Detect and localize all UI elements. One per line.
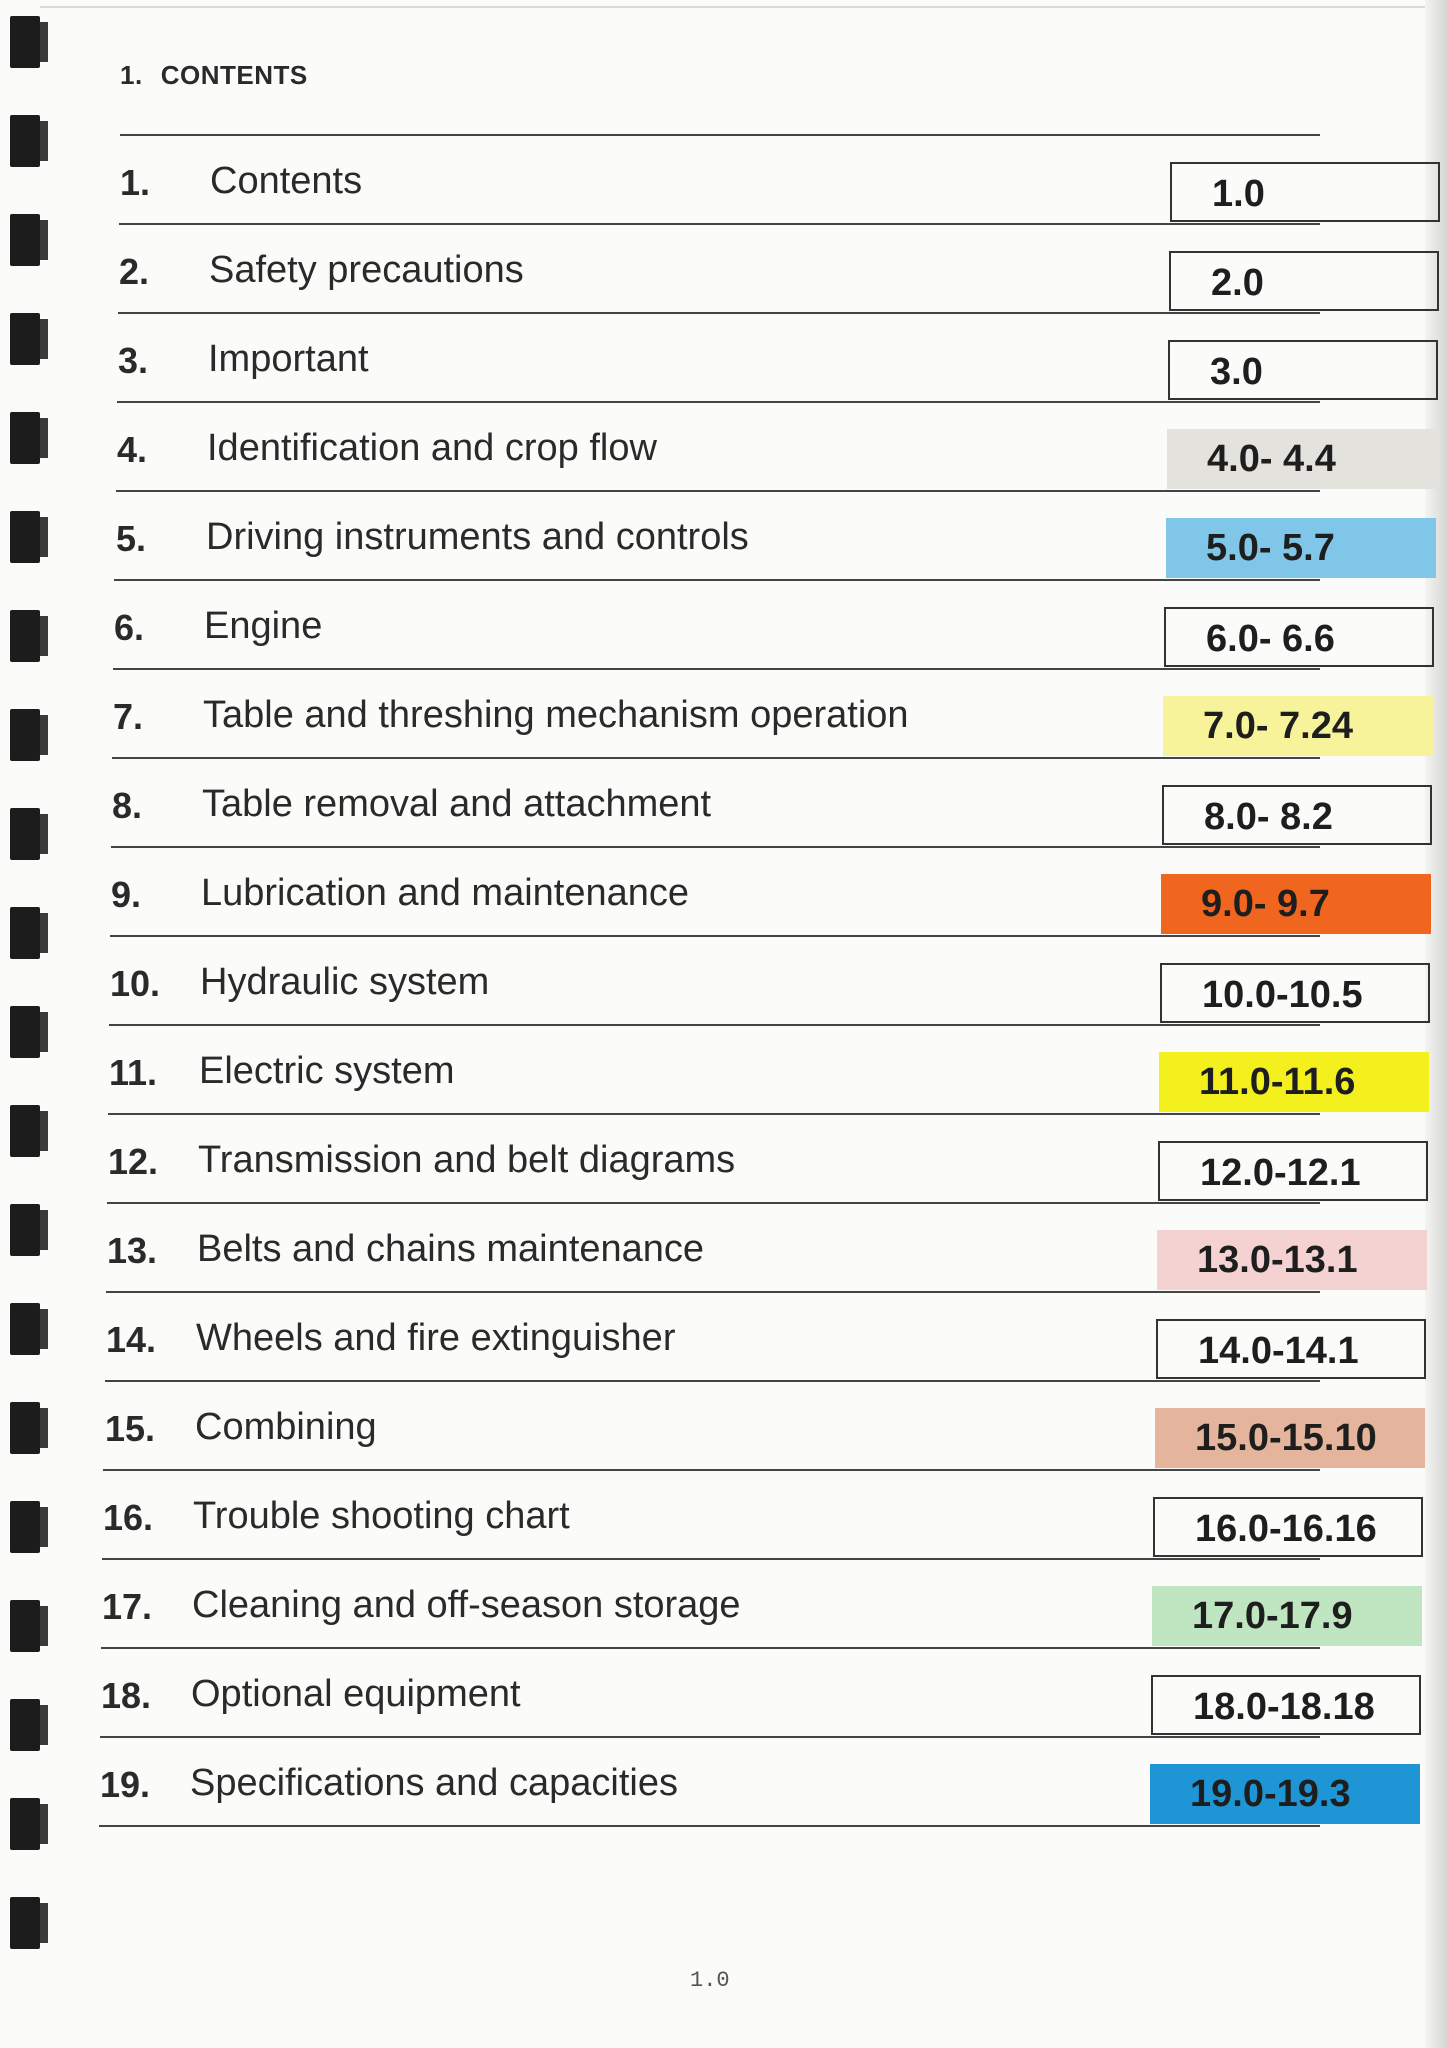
toc-entry[interactable] — [103, 1485, 1003, 1575]
entry-number: 14. — [106, 1319, 157, 1360]
entry-title: Table removal and attachment — [202, 783, 712, 825]
page-ref-box[interactable]: 19.0-19.3 — [1150, 1764, 1420, 1824]
binding-ring — [10, 214, 40, 266]
row-divider — [99, 1825, 1320, 1827]
row-divider — [118, 312, 1320, 314]
page-ref-box[interactable]: 18.0-18.18 — [1151, 1675, 1421, 1735]
entry-title: Engine — [204, 605, 323, 647]
binding-ring — [10, 16, 40, 68]
binding-ring — [10, 115, 40, 167]
page-ref-box[interactable]: 2.0 — [1169, 251, 1439, 311]
entry-number: 11. — [109, 1052, 158, 1093]
entry-title: Lubrication and maintenance — [201, 872, 690, 914]
binding-ring — [10, 709, 40, 761]
binding-ring — [10, 1699, 40, 1751]
toc-entry[interactable] — [114, 595, 1014, 685]
entry-number: 9. — [111, 874, 142, 915]
page-ref-box[interactable]: 17.0-17.9 — [1152, 1586, 1422, 1646]
row-divider — [112, 757, 1320, 759]
entry-title: Driving instruments and controls — [206, 516, 749, 558]
entry-title: Specifications and capacities — [190, 1762, 678, 1804]
binding-ring — [10, 907, 40, 959]
entry-number: 16. — [103, 1497, 154, 1538]
binding-ring — [10, 1303, 40, 1355]
page-ref-box[interactable]: 1.0 — [1170, 162, 1440, 222]
binding-ring — [10, 1105, 40, 1157]
row-divider — [108, 1113, 1320, 1115]
toc-entry[interactable] — [116, 506, 1016, 596]
row-divider — [101, 1647, 1320, 1649]
row-divider — [106, 1291, 1320, 1293]
row-divider — [100, 1736, 1320, 1738]
row-divider — [116, 490, 1320, 492]
toc-entry[interactable] — [106, 1307, 1006, 1397]
entry-title: Transmission and belt diagrams — [198, 1139, 736, 1181]
toc-entry[interactable] — [101, 1663, 1001, 1753]
entry-number: 15. — [105, 1408, 156, 1449]
toc-entry[interactable] — [112, 773, 1012, 863]
toc-entry[interactable] — [111, 862, 1011, 952]
entry-title: Optional equipment — [191, 1673, 521, 1715]
toc-entry[interactable] — [108, 1129, 1008, 1219]
row-divider — [105, 1380, 1320, 1382]
row-divider — [120, 134, 1320, 136]
entry-number: 19. — [100, 1764, 151, 1805]
row-divider — [110, 935, 1320, 937]
row-divider — [103, 1469, 1320, 1471]
entry-title: Contents — [210, 160, 363, 202]
toc-entry[interactable] — [107, 1218, 1007, 1308]
page-ref-box[interactable]: 10.0-10.5 — [1160, 963, 1430, 1023]
spiral-binding — [6, 16, 50, 2036]
row-divider — [102, 1558, 1320, 1560]
toc-entry[interactable] — [113, 684, 1013, 774]
page-ref-box[interactable]: 14.0-14.1 — [1156, 1319, 1426, 1379]
entry-number: 2. — [119, 251, 150, 292]
page-ref-box[interactable]: 15.0-15.10 — [1155, 1408, 1425, 1468]
section-title: CONTENTS — [160, 60, 308, 90]
page-ref-box[interactable]: 4.0- 4.4 — [1167, 429, 1437, 489]
toc-entry[interactable] — [102, 1574, 1002, 1664]
page-top-edge — [40, 6, 1447, 8]
entry-number: 5. — [116, 518, 147, 559]
entry-number: 10. — [110, 963, 161, 1004]
section-number: 1. — [120, 60, 143, 90]
entry-number: 18. — [101, 1675, 152, 1716]
binding-ring — [10, 511, 40, 563]
binding-ring — [10, 1402, 40, 1454]
row-divider — [114, 579, 1320, 581]
row-divider — [113, 668, 1320, 670]
entry-title: Belts and chains maintenance — [197, 1228, 704, 1270]
entry-title: Table and threshing mechanism operation — [203, 694, 909, 736]
row-divider — [119, 223, 1320, 225]
section-header — [120, 60, 308, 91]
entry-number: 8. — [112, 785, 143, 826]
entry-title: Important — [208, 338, 369, 380]
binding-ring — [10, 1897, 40, 1949]
entry-number: 6. — [114, 607, 145, 648]
row-divider — [111, 846, 1320, 848]
entry-title: Identification and crop flow — [207, 427, 657, 469]
toc-entry[interactable] — [120, 150, 1020, 240]
entry-number: 17. — [102, 1586, 153, 1627]
binding-ring — [10, 412, 40, 464]
page-ref-box[interactable]: 5.0- 5.7 — [1166, 518, 1436, 578]
row-divider — [117, 401, 1320, 403]
row-divider — [109, 1024, 1320, 1026]
entry-number: 4. — [117, 429, 148, 470]
binding-ring — [10, 1501, 40, 1553]
page-ref-box[interactable]: 13.0-13.1 — [1157, 1230, 1427, 1290]
page-ref-box[interactable]: 6.0- 6.6 — [1164, 607, 1434, 667]
entry-number: 3. — [118, 340, 149, 381]
binding-ring — [10, 1204, 40, 1256]
page-ref-box[interactable]: 12.0-12.1 — [1158, 1141, 1428, 1201]
binding-ring — [10, 313, 40, 365]
toc-entry[interactable] — [105, 1396, 1005, 1486]
entry-number: 1. — [120, 162, 151, 203]
page-ref-box[interactable]: 9.0- 9.7 — [1161, 874, 1431, 934]
page-ref-box[interactable]: 16.0-16.16 — [1153, 1497, 1423, 1557]
entry-number: 13. — [107, 1230, 158, 1271]
toc-entry[interactable] — [118, 328, 1018, 418]
entry-title: Wheels and fire extinguisher — [196, 1317, 676, 1359]
toc-entry[interactable] — [100, 1752, 1000, 1842]
entry-title: Cleaning and off-season storage — [192, 1584, 741, 1626]
binding-ring — [10, 1600, 40, 1652]
page-ref-box[interactable]: 8.0- 8.2 — [1162, 785, 1432, 845]
entry-number: 7. — [113, 696, 144, 737]
page-number: 1.0 — [690, 1968, 730, 1993]
page-ref-box[interactable]: 11.0-11.6 — [1159, 1052, 1429, 1112]
entry-number: 12. — [108, 1141, 159, 1182]
binding-ring — [10, 1006, 40, 1058]
page-ref-box[interactable]: 7.0- 7.24 — [1163, 696, 1433, 756]
page-ref-box[interactable]: 3.0 — [1168, 340, 1438, 400]
entry-title: Trouble shooting chart — [193, 1495, 570, 1537]
entry-title: Electric system — [199, 1050, 455, 1092]
toc-entry[interactable] — [109, 1040, 1009, 1130]
entry-title: Safety precautions — [209, 249, 524, 291]
entry-title: Combining — [195, 1406, 377, 1448]
toc-entry[interactable] — [119, 239, 1019, 329]
toc-entry[interactable] — [110, 951, 1010, 1041]
toc-entry[interactable] — [117, 417, 1017, 507]
row-divider — [107, 1202, 1320, 1204]
binding-ring — [10, 1798, 40, 1850]
binding-ring — [10, 808, 40, 860]
entry-title: Hydraulic system — [200, 961, 490, 1003]
binding-ring — [10, 610, 40, 662]
